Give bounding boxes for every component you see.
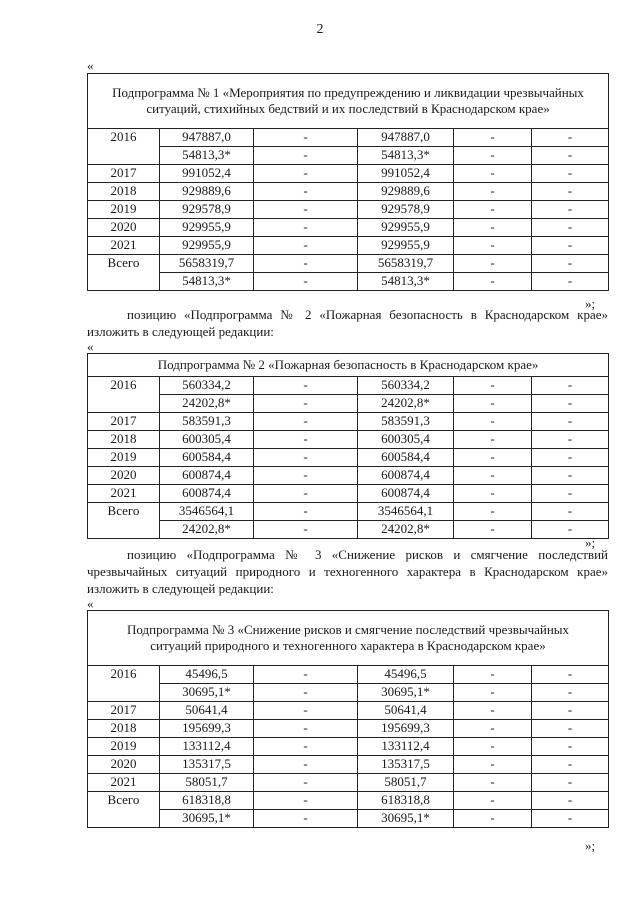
regional-value-cell: 560334,2 (358, 377, 454, 395)
regional-value-cell: 929955,9 (358, 219, 454, 237)
year-cell: 2021 (88, 774, 160, 792)
year-cell: 2016 (88, 666, 160, 684)
table-row (88, 377, 609, 395)
dash-cell: - (454, 395, 532, 413)
dash-cell: - (532, 485, 609, 503)
dash-cell: - (254, 810, 358, 828)
dash-cell: - (254, 666, 358, 684)
total-value-cell: 600305,4 (160, 431, 254, 449)
regional-value-cell: 600584,4 (358, 449, 454, 467)
regional-value-cell: 929889,6 (358, 183, 454, 201)
dash-cell: - (532, 666, 609, 684)
year-cell: Всего (88, 792, 160, 810)
dash-cell: - (254, 431, 358, 449)
table-row (88, 395, 609, 413)
year-cell: 2016 (88, 377, 160, 395)
dash-cell: - (254, 255, 358, 273)
table-row (88, 413, 609, 431)
dash-cell: - (254, 395, 358, 413)
dash-cell: - (454, 165, 532, 183)
total-value-cell: 133112,4 (160, 738, 254, 756)
quote-close: »; (585, 838, 596, 853)
dash-cell: - (532, 792, 609, 810)
year-cell: 2019 (88, 738, 160, 756)
table-row (88, 810, 609, 828)
total-value-cell: 24202,8* (160, 521, 254, 539)
total-value-cell: 600584,4 (160, 449, 254, 467)
regional-value-cell: 50641,4 (358, 702, 454, 720)
dash-cell: - (532, 503, 609, 521)
total-value-cell: 929955,9 (160, 237, 254, 255)
table-row (88, 165, 609, 183)
total-value-cell: 600874,4 (160, 467, 254, 485)
table-row (88, 503, 609, 521)
dash-cell: - (454, 521, 532, 539)
table-row (88, 720, 609, 738)
subprogram-1-table-block (87, 73, 608, 291)
subprogram-3-table (87, 610, 609, 828)
dash-cell: - (532, 147, 609, 165)
table-row (88, 273, 609, 291)
year-cell: Всего (88, 255, 160, 273)
dash-cell: - (532, 377, 609, 395)
total-value-cell: 135317,5 (160, 756, 254, 774)
table-row (88, 183, 609, 201)
subprogram-2-table-block (87, 353, 608, 539)
regional-value-cell: 54813,3* (358, 273, 454, 291)
regional-value-cell: 600874,4 (358, 485, 454, 503)
regional-value-cell: 5658319,7 (358, 255, 454, 273)
dash-cell: - (454, 413, 532, 431)
dash-cell: - (454, 431, 532, 449)
dash-cell: - (254, 756, 358, 774)
quote-close: »; (585, 296, 596, 311)
paragraph-3-text: позицию «Подпрограмма № 3 «Снижение рисков и смягчение последствий чрезвычайных ситуаций природного и техногенного характера в Краснодарском крае» изложить в следующей редакции: (87, 547, 608, 596)
dash-cell: - (254, 413, 358, 431)
dash-cell: - (454, 503, 532, 521)
year-cell: 2017 (88, 702, 160, 720)
year-cell: 2019 (88, 449, 160, 467)
table-row (88, 485, 609, 503)
dash-cell: - (454, 720, 532, 738)
regional-value-cell: 24202,8* (358, 521, 454, 539)
year-cell: 2021 (88, 237, 160, 255)
table-row (88, 431, 609, 449)
dash-cell: - (254, 219, 358, 237)
total-value-cell: 195699,3 (160, 720, 254, 738)
table-row (88, 702, 609, 720)
subprogram-3-table-block (87, 610, 608, 828)
dash-cell: - (532, 431, 609, 449)
table-row (88, 467, 609, 485)
dash-cell: - (454, 756, 532, 774)
total-value-cell: 5658319,7 (160, 255, 254, 273)
dash-cell: - (454, 738, 532, 756)
total-value-cell: 30695,1* (160, 810, 254, 828)
dash-cell: - (254, 201, 358, 219)
dash-cell: - (454, 377, 532, 395)
dash-cell: - (454, 467, 532, 485)
regional-value-cell: 195699,3 (358, 720, 454, 738)
year-cell (88, 684, 160, 702)
table-row (88, 521, 609, 539)
dash-cell: - (254, 377, 358, 395)
dash-cell: - (454, 485, 532, 503)
year-cell (88, 147, 160, 165)
table-row (88, 684, 609, 702)
dash-cell: - (454, 684, 532, 702)
dash-cell: - (532, 684, 609, 702)
regional-value-cell: 583591,3 (358, 413, 454, 431)
regional-value-cell: 3546564,1 (358, 503, 454, 521)
dash-cell: - (532, 129, 609, 147)
table-row (88, 792, 609, 810)
year-cell: 2018 (88, 183, 160, 201)
subprogram-1-table (87, 73, 609, 291)
dash-cell: - (254, 503, 358, 521)
regional-value-cell: 600305,4 (358, 431, 454, 449)
paragraph-subprogram-3 (87, 546, 608, 597)
dash-cell: - (532, 395, 609, 413)
dash-cell: - (532, 255, 609, 273)
dash-cell: - (454, 273, 532, 291)
total-value-cell: 600874,4 (160, 485, 254, 503)
dash-cell: - (254, 237, 358, 255)
quote-close: »; (585, 535, 596, 550)
dash-cell: - (532, 720, 609, 738)
year-cell (88, 273, 160, 291)
dash-cell: - (454, 201, 532, 219)
year-cell: 2020 (88, 467, 160, 485)
year-cell: 2016 (88, 129, 160, 147)
dash-cell: - (454, 219, 532, 237)
table-row (88, 255, 609, 273)
dash-cell: - (532, 201, 609, 219)
year-cell (88, 810, 160, 828)
dash-cell: - (532, 273, 609, 291)
dash-cell: - (254, 449, 358, 467)
total-value-cell: 3546564,1 (160, 503, 254, 521)
dash-cell: - (454, 237, 532, 255)
subprogram-2-table (87, 353, 609, 539)
subprogram-1-title: Подпрограмма № 1 «Мероприятия по предупреждению и ликвидации чрезвычайных ситуаций, стихийных бедствий и их последствий в Краснодарском крае» (88, 74, 609, 129)
year-cell: Всего (88, 503, 160, 521)
quote-open: « (87, 596, 94, 611)
dash-cell: - (254, 702, 358, 720)
regional-value-cell: 30695,1* (358, 810, 454, 828)
year-cell: 2017 (88, 165, 160, 183)
dash-cell: - (454, 702, 532, 720)
table-row (88, 237, 609, 255)
dash-cell: - (532, 449, 609, 467)
quote-open: « (87, 339, 94, 354)
total-value-cell: 929578,9 (160, 201, 254, 219)
regional-value-cell: 24202,8* (358, 395, 454, 413)
dash-cell: - (532, 467, 609, 485)
dash-cell: - (454, 792, 532, 810)
year-cell: 2020 (88, 219, 160, 237)
dash-cell: - (532, 165, 609, 183)
dash-cell: - (254, 165, 358, 183)
dash-cell: - (254, 147, 358, 165)
table-row (88, 449, 609, 467)
dash-cell: - (454, 129, 532, 147)
dash-cell: - (454, 183, 532, 201)
regional-value-cell: 947887,0 (358, 129, 454, 147)
year-cell: 2020 (88, 756, 160, 774)
total-value-cell: 929955,9 (160, 219, 254, 237)
year-cell (88, 395, 160, 413)
table-row (88, 756, 609, 774)
dash-cell: - (454, 255, 532, 273)
regional-value-cell: 135317,5 (358, 756, 454, 774)
total-value-cell: 991052,4 (160, 165, 254, 183)
dash-cell: - (254, 792, 358, 810)
dash-cell: - (254, 129, 358, 147)
year-cell: 2018 (88, 431, 160, 449)
regional-value-cell: 54813,3* (358, 147, 454, 165)
total-value-cell: 58051,7 (160, 774, 254, 792)
total-value-cell: 560334,2 (160, 377, 254, 395)
dash-cell: - (454, 666, 532, 684)
year-cell: 2021 (88, 485, 160, 503)
regional-value-cell: 618318,8 (358, 792, 454, 810)
total-value-cell: 45496,5 (160, 666, 254, 684)
dash-cell: - (532, 702, 609, 720)
table-row (88, 666, 609, 684)
dash-cell: - (254, 521, 358, 539)
dash-cell: - (454, 449, 532, 467)
regional-value-cell: 58051,7 (358, 774, 454, 792)
subprogram-2-title: Подпрограмма № 2 «Пожарная безопасность в Краснодарском крае» (88, 354, 609, 377)
year-cell: 2018 (88, 720, 160, 738)
total-value-cell: 54813,3* (160, 273, 254, 291)
total-value-cell: 618318,8 (160, 792, 254, 810)
regional-value-cell: 45496,5 (358, 666, 454, 684)
dash-cell: - (454, 810, 532, 828)
dash-cell: - (254, 720, 358, 738)
dash-cell: - (532, 237, 609, 255)
total-value-cell: 929889,6 (160, 183, 254, 201)
dash-cell: - (532, 810, 609, 828)
dash-cell: - (532, 521, 609, 539)
table-row (88, 201, 609, 219)
year-cell (88, 521, 160, 539)
total-value-cell: 54813,3* (160, 147, 254, 165)
regional-value-cell: 991052,4 (358, 165, 454, 183)
dash-cell: - (254, 183, 358, 201)
dash-cell: - (454, 774, 532, 792)
regional-value-cell: 929578,9 (358, 201, 454, 219)
dash-cell: - (254, 684, 358, 702)
year-cell: 2019 (88, 201, 160, 219)
subprogram-3-title: Подпрограмма № 3 «Снижение рисков и смягчение последствий чрезвычайных ситуаций природного и техногенного характера в Краснодарском крае» (88, 611, 609, 666)
dash-cell: - (532, 756, 609, 774)
quote-open: « (87, 58, 94, 73)
dash-cell: - (254, 467, 358, 485)
dash-cell: - (532, 183, 609, 201)
page-number: 2 (316, 22, 324, 37)
regional-value-cell: 133112,4 (358, 738, 454, 756)
regional-value-cell: 30695,1* (358, 684, 454, 702)
dash-cell: - (254, 774, 358, 792)
dash-cell: - (532, 219, 609, 237)
table-row (88, 774, 609, 792)
total-value-cell: 24202,8* (160, 395, 254, 413)
dash-cell: - (254, 273, 358, 291)
year-cell: 2017 (88, 413, 160, 431)
regional-value-cell: 600874,4 (358, 467, 454, 485)
table-row (88, 738, 609, 756)
table-row (88, 129, 609, 147)
dash-cell: - (532, 413, 609, 431)
table-row (88, 147, 609, 165)
paragraph-subprogram-2 (87, 306, 608, 340)
paragraph-2-text: позицию «Подпрограмма № 2 «Пожарная безопасность в Краснодарском крае» изложить в следующей редакции: (87, 307, 608, 339)
dash-cell: - (254, 738, 358, 756)
dash-cell: - (532, 738, 609, 756)
regional-value-cell: 929955,9 (358, 237, 454, 255)
dash-cell: - (454, 147, 532, 165)
table-row (88, 219, 609, 237)
dash-cell: - (532, 774, 609, 792)
total-value-cell: 947887,0 (160, 129, 254, 147)
dash-cell: - (254, 485, 358, 503)
total-value-cell: 583591,3 (160, 413, 254, 431)
total-value-cell: 50641,4 (160, 702, 254, 720)
total-value-cell: 30695,1* (160, 684, 254, 702)
